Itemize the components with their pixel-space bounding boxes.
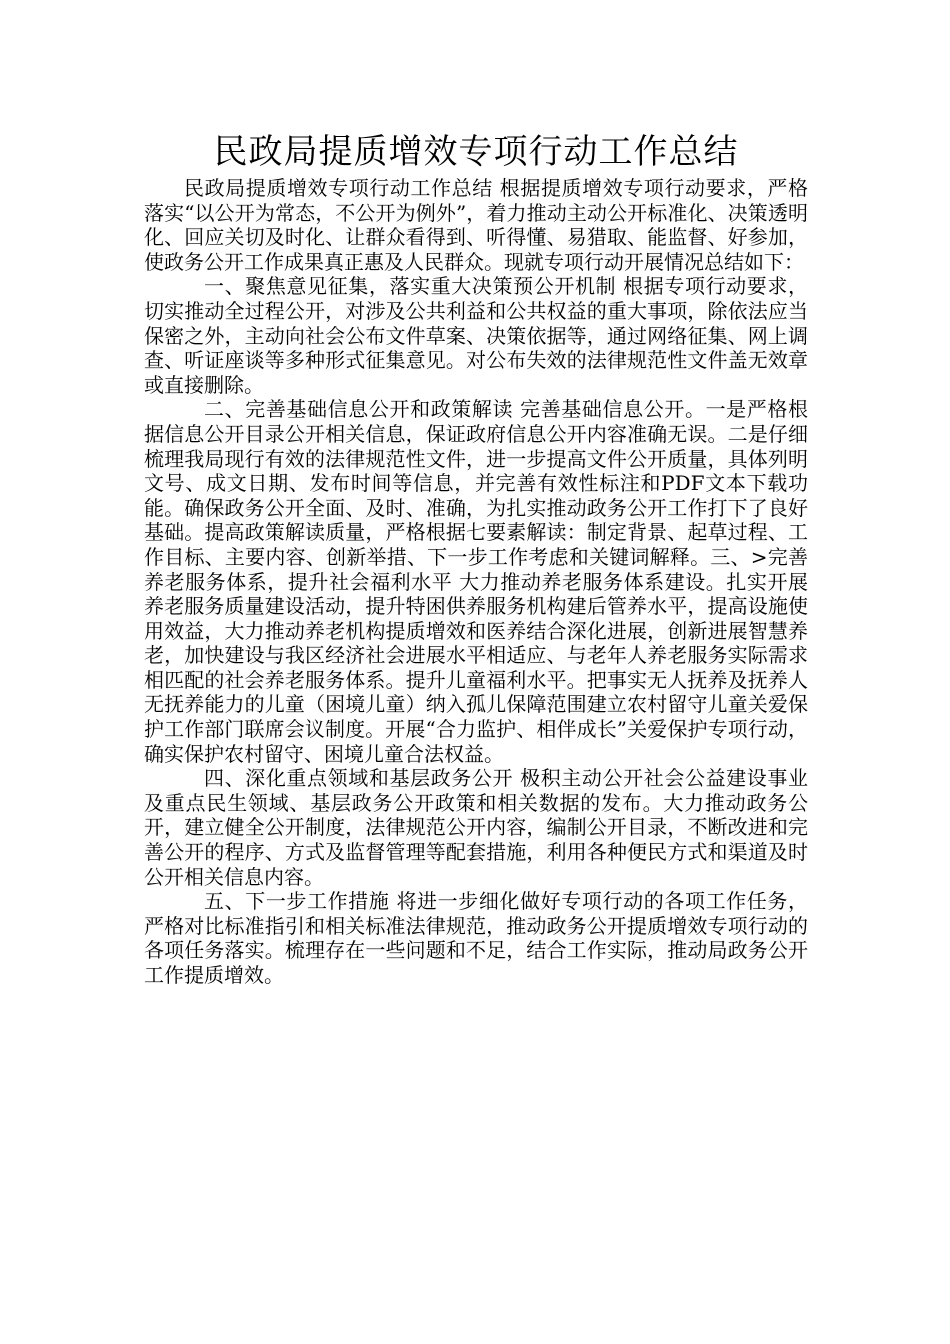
paragraph-section-5: 五、下一步工作措施 将进一步细化做好专项行动的各项工作任务，严格对比标准指引和相关标准法律规范，推动政务公开提质增效专项行动的各项任务落实。梳理存在一些问题和不足，结合工作实际，推动局政务公开工作提质增效。 — [144, 889, 808, 987]
document-page — [144, 128, 808, 988]
paragraph-section-2-3: 二、完善基础信息公开和政策解读 完善基础信息公开。一是严格根据信息公开目录公开相关信息，保证政府信息公开内容准确无误。二是仔细梳理我局现行有效的法律规范性文件，进一步提高文件公开质量，具体列明文号、成文日期、发布时间等信息，并完善有效性标注和PDF文本下载功能。确保政务公开全面、及时、准确，为扎实推动政务公开工作打下了良好基础。提高政策解读质量，严格根据七要素解读：制定背景、起草过程、工作目标、主要内容、创新举措、下一步工作考虑和关键词解释。三、>完善养老服务体系，提升社会福利水平 大力推动养老服务体系建设。扎实开展养老服务质量建设活动，提升特困供养服务机构建后管养水平，提高设施使用效益，大力推动养老机构提质增效和医养结合深化进展，创新进展智慧养老，加快建设与我区经济社会进展水平相适应、与老年人养老服务实际需求相匹配的社会养老服务体系。提升儿童福利水平。把事实无人抚养及抚养人无抚养能力的儿童（困境儿童）纳入孤儿保障范围建立农村留守儿童关爱保护工作部门联席会议制度。开展“合力监护、相伴成长”关爱保护专项行动，确实保护农村留守、困境儿童合法权益。 — [144, 397, 808, 766]
document-title: 民政局提质增效专项行动工作总结 — [213, 132, 739, 172]
paragraph-intro: 民政局提质增效专项行动工作总结 根据提质增效专项行动要求，严格落实“以公开为常态，不公开为例外”，着力推动主动公开标准化、决策透明化、回应关切及时化、让群众看得到、听得懂、易猎取、能监督、好参加，使政务公开工作成果真正惠及人民群众。现就专项行动开展情况总结如下： — [144, 176, 808, 274]
paragraph-section-1: 一、聚焦意见征集，落实重大决策预公开机制 根据专项行动要求，切实推动全过程公开，对涉及公共利益和公共权益的重大事项，除依法应当保密之外，主动向社会公布文件草案、决策依据等，通过网络征集、网上调查、听证座谈等多种形式征集意见。对公布失效的法律规范性文件盖无效章或直接删除。 — [144, 274, 808, 397]
paragraph-section-4: 四、深化重点领域和基层政务公开 极积主动公开社会公益建设事业及重点民生领域、基层政务公开政策和相关数据的发布。大力推动政务公开，建立健全公开制度，法律规范公开内容，编制公开目录，不断改进和完善公开的程序、方式及监督管理等配套措施，利用各种便民方式和渠道及时公开相关信息内容。 — [144, 766, 808, 889]
